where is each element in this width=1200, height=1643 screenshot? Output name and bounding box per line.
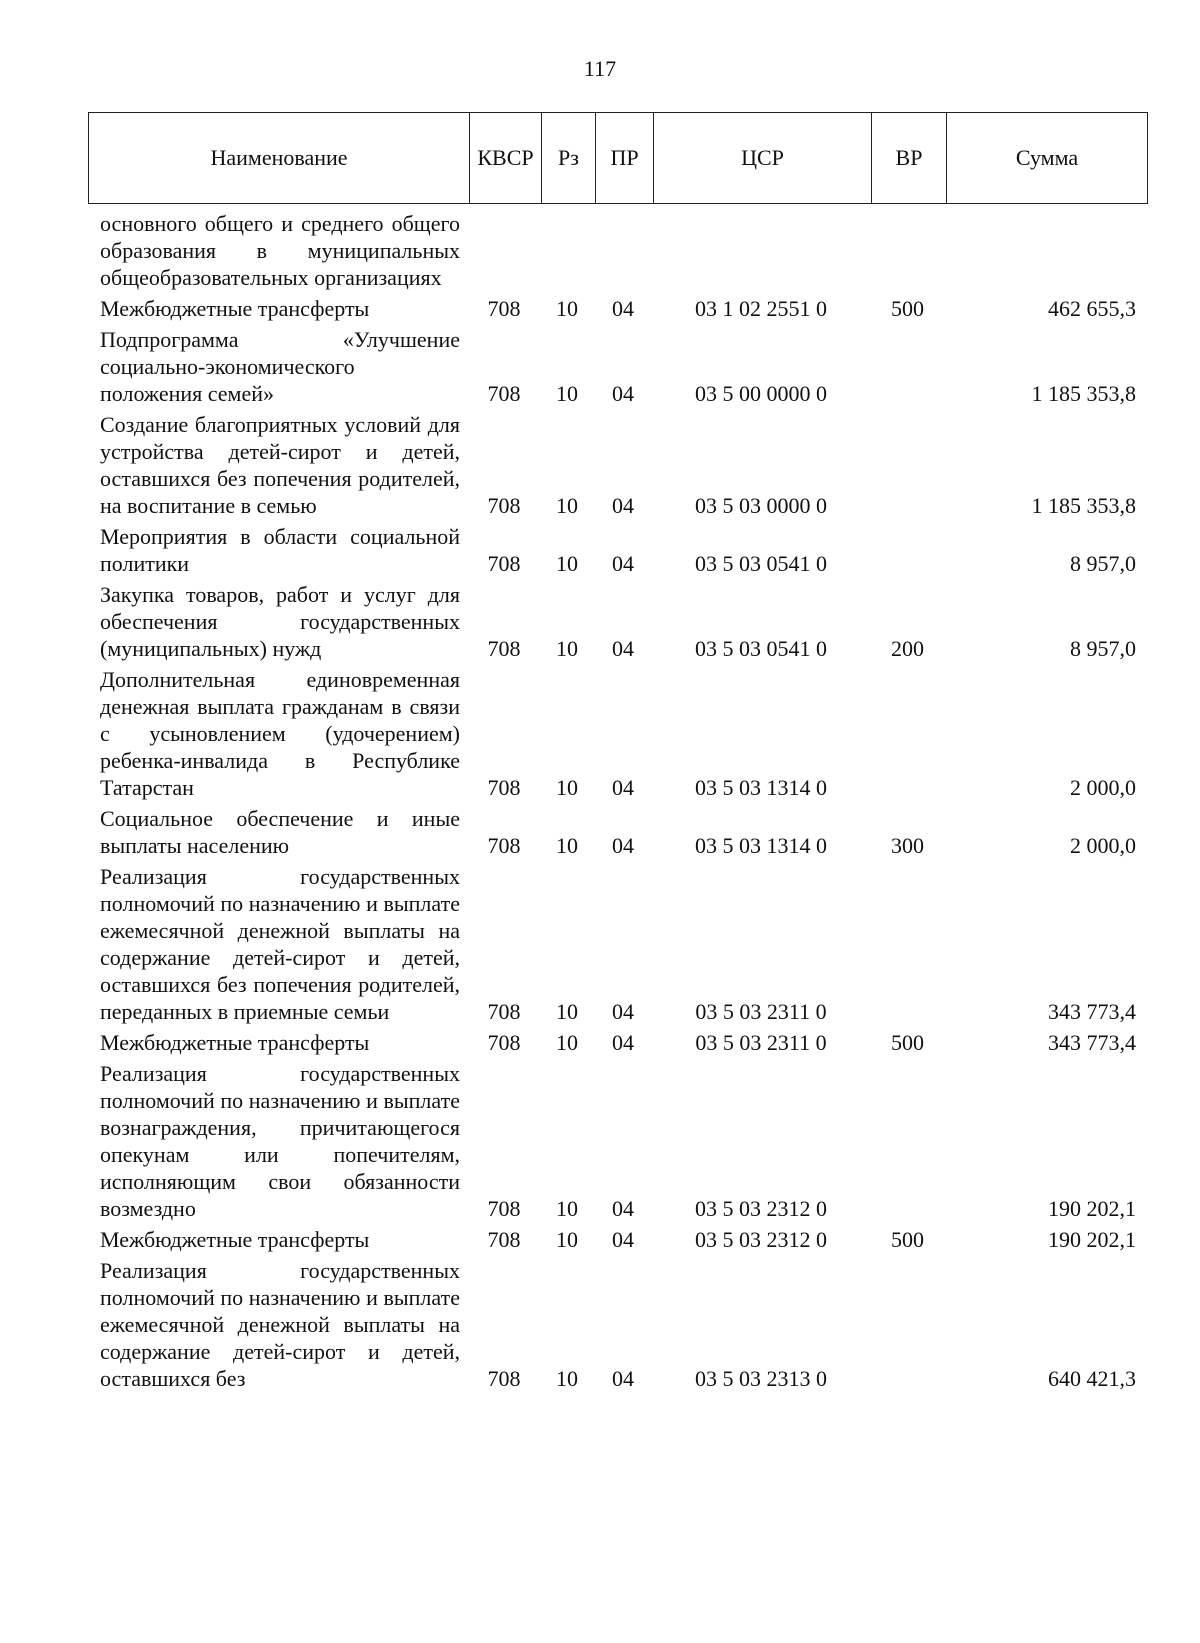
table-cell-kvsr: 708	[487, 296, 521, 321]
table-cell-name: Межбюджетные трансферты	[100, 1030, 370, 1055]
table-cell-vr	[870, 523, 945, 577]
table-body	[88, 210, 1148, 1392]
table-cell-rz: 10	[556, 1227, 578, 1252]
table-cell-vr: 500	[891, 296, 924, 321]
table-row	[88, 210, 1148, 291]
table-cell-kvsr	[468, 210, 540, 291]
table-cell-name: Реализация государственных полномочий по назначению и выплате ежемесячной денежной выплаты на содержание детей-сирот и детей, оставшихся без	[100, 1258, 460, 1391]
table-cell-rz: 10	[556, 833, 578, 858]
table-cell-name: Межбюджетные трансферты	[100, 1227, 370, 1252]
table-cell-pr: 04	[612, 775, 634, 800]
table-cell-csr: 03 5 03 0000 0	[695, 493, 827, 518]
table-cell-pr: 04	[612, 1366, 634, 1391]
table-row	[88, 666, 1148, 801]
table-row	[88, 1029, 1148, 1056]
table-cell-csr: 03 5 03 2312 0	[695, 1196, 827, 1221]
table-cell-name: Реализация государственных полномочий по назначению и выплате ежемесячной денежной выплаты на содержание детей-сирот и детей, оставшихся без попечения родителей, переданных в приемные семьи	[100, 864, 460, 1024]
table-cell-name: основного общего и среднего общего образования в муниципальных общеобразовательных организациях	[100, 211, 460, 290]
table-cell-kvsr: 708	[487, 775, 521, 800]
table-cell-name: Создание благоприятных условий для устройства детей-сирот и детей, оставшихся без попечения родителей, на воспитание в семью	[100, 412, 460, 518]
table-cell-csr: 03 5 03 2311 0	[695, 999, 827, 1024]
header-csr: ЦСР	[653, 113, 871, 203]
table-cell-pr: 04	[612, 833, 634, 858]
table-cell-rz: 10	[556, 999, 578, 1024]
table-cell-rz: 10	[556, 636, 578, 661]
header-pr: ПР	[595, 113, 653, 203]
table-cell-kvsr: 708	[487, 999, 521, 1024]
table-cell-pr: 04	[612, 999, 634, 1024]
table-row	[88, 581, 1148, 662]
budget-table	[88, 112, 1148, 1396]
table-cell-pr: 04	[612, 381, 634, 406]
table-cell-sum: 190 202,1	[1048, 1227, 1136, 1252]
page-number: 117	[583, 56, 617, 81]
table-cell-csr: 03 1 02 2551 0	[695, 296, 827, 321]
table-cell-pr: 04	[612, 493, 634, 518]
table-cell-sum: 1 185 353,8	[1031, 493, 1136, 518]
table-cell-rz: 10	[556, 296, 578, 321]
header-kvsr: КВСР	[469, 113, 541, 203]
table-header	[88, 112, 1148, 204]
table-cell-vr	[870, 326, 945, 407]
table-cell-kvsr: 708	[487, 551, 521, 576]
table-cell-name: Межбюджетные трансферты	[100, 296, 370, 321]
table-row	[88, 1060, 1148, 1222]
table-cell-pr: 04	[612, 551, 634, 576]
table-cell-sum: 2 000,0	[1070, 775, 1136, 800]
table-cell-kvsr: 708	[487, 493, 521, 518]
table-cell-pr: 04	[612, 1196, 634, 1221]
table-cell-sum: 8 957,0	[1070, 551, 1136, 576]
table-cell-csr: 03 5 03 1314 0	[695, 775, 827, 800]
table-cell-vr: 200	[891, 636, 924, 661]
header-vr: ВР	[871, 113, 946, 203]
table-row	[88, 1257, 1148, 1392]
table-cell-pr: 04	[612, 1227, 634, 1252]
table-cell-csr	[652, 210, 870, 291]
table-cell-vr	[870, 411, 945, 519]
table-cell-sum: 190 202,1	[1048, 1196, 1136, 1221]
table-cell-kvsr: 708	[487, 636, 521, 661]
table-cell-vr	[870, 666, 945, 801]
table-cell-vr	[870, 1060, 945, 1222]
table-cell-rz	[540, 210, 594, 291]
header-rz: Рз	[541, 113, 595, 203]
table-cell-sum: 640 421,3	[1048, 1366, 1136, 1391]
table-cell-csr: 03 5 03 0541 0	[695, 551, 827, 576]
table-cell-kvsr: 708	[487, 833, 521, 858]
table-row	[88, 411, 1148, 519]
table-cell-name: Подпрограмма «Улучшение социально-экономического положения семей»	[100, 327, 460, 406]
table-cell-pr: 04	[612, 636, 634, 661]
table-cell-vr: 500	[891, 1030, 924, 1055]
table-cell-sum: 2 000,0	[1070, 833, 1136, 858]
table-cell-rz: 10	[556, 551, 578, 576]
header-name: Наименование	[210, 145, 348, 170]
table-cell-csr: 03 5 00 0000 0	[695, 381, 827, 406]
table-row	[88, 1226, 1148, 1253]
table-cell-rz: 10	[556, 493, 578, 518]
table-row	[88, 326, 1148, 407]
table-cell-rz: 10	[556, 381, 578, 406]
table-row	[88, 523, 1148, 577]
table-cell-kvsr: 708	[487, 1366, 521, 1391]
table-cell-kvsr: 708	[487, 1030, 521, 1055]
table-cell-pr: 04	[612, 1030, 634, 1055]
table-cell-csr: 03 5 03 2312 0	[695, 1227, 827, 1252]
table-cell-sum: 343 773,4	[1048, 1030, 1136, 1055]
table-cell-pr	[594, 210, 652, 291]
table-cell-sum: 343 773,4	[1048, 999, 1136, 1024]
table-cell-rz: 10	[556, 1366, 578, 1391]
table-cell-csr: 03 5 03 2311 0	[695, 1030, 827, 1055]
table-row	[88, 863, 1148, 1025]
header-sum: Сумма	[946, 113, 1147, 203]
table-cell-sum	[945, 210, 1148, 291]
table-cell-vr: 500	[891, 1227, 924, 1252]
table-cell-vr	[870, 1257, 945, 1392]
table-cell-kvsr: 708	[487, 1227, 521, 1252]
table-cell-pr: 04	[612, 296, 634, 321]
table-cell-rz: 10	[556, 775, 578, 800]
table-cell-sum: 1 185 353,8	[1031, 381, 1136, 406]
table-cell-sum: 462 655,3	[1048, 296, 1136, 321]
table-cell-kvsr: 708	[487, 1196, 521, 1221]
table-row	[88, 295, 1148, 322]
table-row	[88, 805, 1148, 859]
table-cell-name: Социальное обеспечение и иные выплаты населению	[100, 806, 460, 858]
table-cell-vr: 300	[891, 833, 924, 858]
table-cell-sum: 8 957,0	[1070, 636, 1136, 661]
table-cell-name: Закупка товаров, работ и услуг для обеспечения государственных (муниципальных) нужд	[100, 582, 460, 661]
table-cell-name: Реализация государственных полномочий по назначению и выплате вознаграждения, причитающегося опекунам или попечителям, исполняющим свои обязанности возмездно	[100, 1061, 460, 1221]
table-cell-rz: 10	[556, 1196, 578, 1221]
table-cell-rz: 10	[556, 1030, 578, 1055]
table-cell-name: Мероприятия в области социальной политики	[100, 524, 460, 576]
table-cell-csr: 03 5 03 1314 0	[695, 833, 827, 858]
table-cell-csr: 03 5 03 2313 0	[695, 1366, 827, 1391]
table-cell-csr: 03 5 03 0541 0	[695, 636, 827, 661]
table-cell-kvsr: 708	[487, 381, 521, 406]
table-cell-vr	[870, 863, 945, 1025]
table-cell-vr	[870, 210, 945, 291]
table-cell-name: Дополнительная единовременная денежная выплата гражданам в связи с усыновлением (удочерением) ребенка-инвалида в Республике Татарстан	[100, 667, 460, 800]
